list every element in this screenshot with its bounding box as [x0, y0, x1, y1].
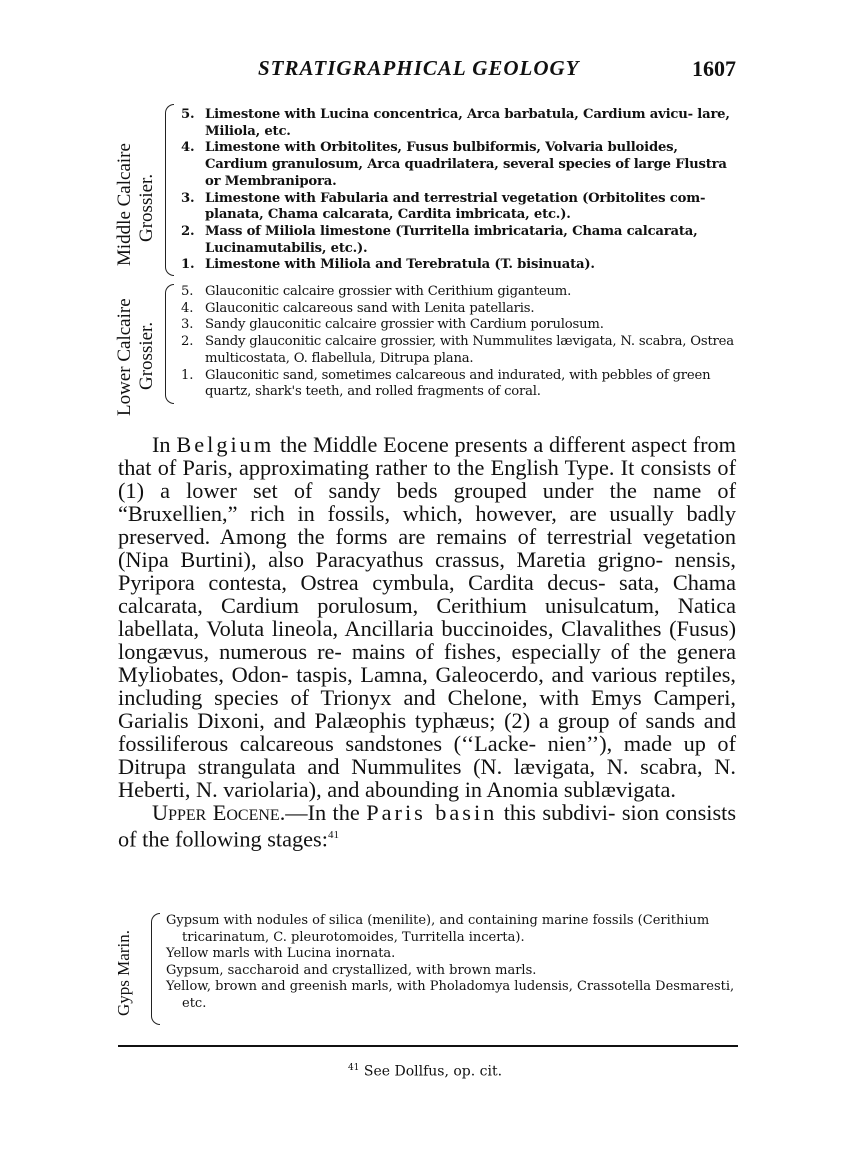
gyps-item: Yellow marls with Lucina inornata. [166, 946, 396, 961]
body-text [118, 433, 736, 850]
stratum-item: 2. Mass of Miliola limestone (Turritella imbricataria, Chama calcarata, Lucinamutabilis, etc.). [181, 223, 698, 256]
page-number: 1607 [692, 56, 736, 81]
lower-calcaire-label: Lower Calcaire [114, 298, 135, 416]
paragraph-belgium: In Belgium the Middle Eocene presents a different aspect from that of Paris, approximating rather to the English Type. It consists of (1) a lower set of sandy beds grouped under the name of “Bruxellien,” rich in fossils, which, however, are usually badly preserved. Among the forms are remains of terrestrial vegetation (Nipa Burtini), also Paracyathus crassus, Maretia grigno- nensis, Pyripora contesta, Ostrea cymbula, Cardita decus- sata, Chama calcarata, Cardium porulosum, Cerithium unisulcatum, Natica labellata, Voluta lineola, Ancillaria buccinoides, Clavalithes (Fusus) longævus, numerous re- mains of fishes, especially of the genera Myliobates, Odon- taspis, Lamna, Galeocerdo, and various reptiles, including species of Trionyx and Chelone, with Emys Camperi, Garialis Dixoni, and Palæophis typhæus; (2) a group of sands and fossiliferous calcareous sandstones (‘‘Lacke- nien’’), made up of Ditrupa strangulata and Nummulites (N. lævigata, N. scabra, N. Heberti, N. variolaria), and abounding in Anomia sublævigata. [118, 432, 736, 802]
footnote-rule [118, 1045, 738, 1047]
gyps-marin-label: Gyps Marin. [114, 930, 133, 1016]
footnote: $^{41}$ See Dollfus, op. cit. [347, 1063, 503, 1080]
stratum-item: 1. Limestone with Miliola and Terebratula (T. bisinuata). [181, 257, 595, 273]
middle-calcaire-strata [181, 107, 737, 274]
stratum-item: 3. Limestone with Fabularia and terrestrial vegetation (Orbitolites com- planata, Chama calcarata, Cardita imbricata, etc.). [181, 190, 706, 223]
stratum-item: 1. Glauconitic sand, sometimes calcareous and indurated, with pebbles of green quartz, shark's teeth, and rolled fragments of coral. [181, 367, 711, 400]
gyps-item: Gypsum with nodules of silica (menilite), and containing marine fossils (Cerithium tricarinatum, C. pleurotomoides, Turritella incerta). [166, 913, 710, 945]
page-header [118, 56, 740, 86]
running-title: STRATIGRAPHICAL GEOLOGY [258, 56, 580, 80]
stratum-item: 2. Sandy glauconitic calcaire grossier, with Nummulites lævigata, N. scabra, Ostrea multicostata, O. flabellula, Ditrupa plana. [181, 334, 734, 366]
gyps-item: Gypsum, saccharoid and crystallized, with brown marls. [166, 962, 537, 978]
stratum-item: 5. Glauconitic calcaire grossier with Cerithium giganteum. [181, 284, 572, 299]
middle-calcaire-label-2: Grossier. [136, 173, 157, 242]
stratum-item: 5. Limestone with Lucina concentrica, Arca barbatula, Cardium avicu- lare, Miliola, etc. [181, 107, 730, 139]
lower-calcaire-label-2: Grossier. [136, 321, 157, 390]
gyps-marin-list [166, 913, 746, 1012]
footnote-ref: 41 [327, 829, 339, 841]
stratum-item: 3. Sandy glauconitic calcaire grossier with Cardium porulosum. [181, 317, 604, 333]
section-heading: Upper Eocene. [152, 800, 286, 825]
middle-calcaire-label: Middle Calcaire [114, 143, 135, 266]
gyps-item: Yellow, brown and greenish marls, with Pholadomya ludensis, Crassotella Desmaresti, etc. [166, 979, 735, 1011]
lower-calcaire-strata [181, 284, 737, 401]
lower-calcaire-brace [165, 284, 174, 404]
stratum-item: 4. Limestone with Orbitolites, Fusus bulbiformis, Volvaria bulloides, Cardium granulosum, Arca quadrilatera, several species of large Flustra or Membranipora. [181, 140, 727, 189]
gyps-marin-brace [151, 913, 160, 1025]
middle-calcaire-brace [165, 104, 174, 276]
stratum-item: 4. Glauconitic calcareous sand with Lenita patellaris. [181, 300, 535, 316]
paragraph-upper-eocene: Upper Eocene.—In the Paris basin this subdivi- sion consists of the following stages:$^{41}$ [118, 800, 737, 852]
